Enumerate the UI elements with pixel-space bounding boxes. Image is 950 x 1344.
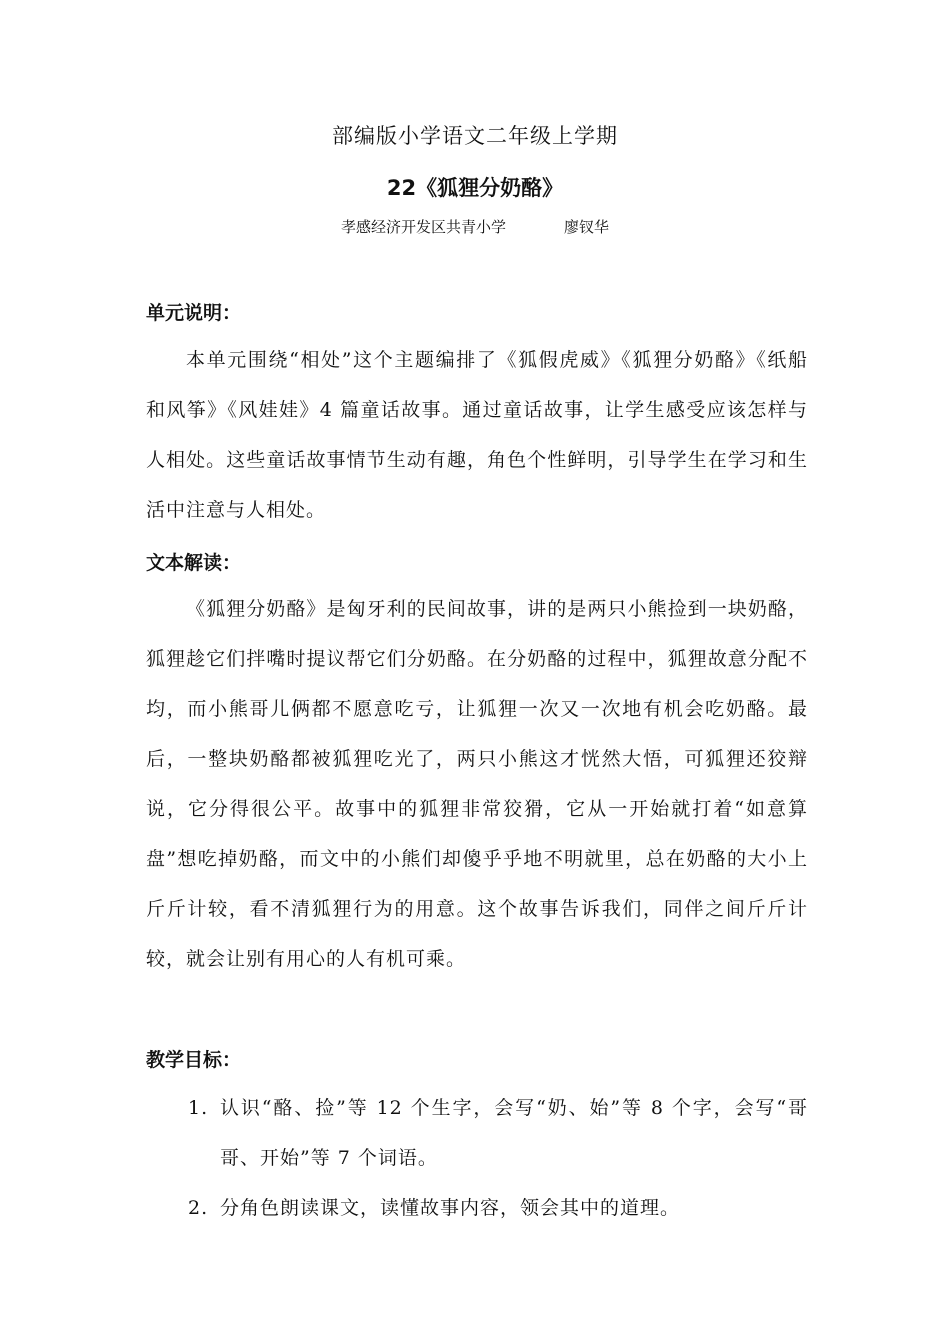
goals-list — [146, 1083, 808, 1233]
author-line — [0, 216, 950, 237]
school-name: 孝感经济开发区共青小学 — [340, 218, 506, 236]
lesson-title: 22《狐狸分奶酪》 — [386, 176, 564, 200]
section-paragraph-unit: 本单元围绕“相处”这个主题编排了《狐假虎威》《狐狸分奶酪》《纸船和风筝》《风娃娃》4 篇童话故事。通过童话故事，让学生感受应该怎样与人相处。这些童话故事情节生动有趣，角色个性鲜明，引导学生在学习和生活中注意与人相处。 — [146, 349, 808, 521]
section-paragraph-text: 《狐狸分奶酪》是匈牙利的民间故事，讲的是两只小熊捡到一块奶酪，狐狸趁它们拌嘴时提议帮它们分奶酪。在分奶酪的过程中，狐狸故意分配不均，而小熊哥儿俩都不愿意吃亏，让狐狸一次又一次地有机会吃奶酪。最后，一整块奶酪都被狐狸吃光了，两只小熊这才恍然大悟，可狐狸还狡辩说，它分得很公平。故事中的狐狸非常狡猾，它从一开始就打着“如意算盘”想吃掉奶酪，而文中的小熊们却傻乎乎地不明就里，总在奶酪的大小上斤斤计较，看不清狐狸行为的用意。这个故事告诉我们，同伴之间斤斤计较，就会让别有用心的人有机可乘。 — [146, 598, 808, 970]
list-item-text: 认识“酪、捡”等 12 个生字，会写“奶、始”等 8 个字，会写“哥哥、开始”等 7 个词语。 — [220, 1097, 808, 1169]
section-heading-unit: 单元说明： — [146, 302, 242, 324]
section-heading-goals: 教学目标： — [146, 1049, 242, 1071]
document-title: 部编版小学语文二年级上学期 — [332, 124, 618, 148]
list-item-number: 1. — [188, 1097, 209, 1119]
author-name: 廖钗华 — [564, 218, 610, 236]
list-item-number: 2. — [188, 1197, 209, 1219]
section-heading-text: 文本解读： — [146, 552, 242, 574]
list-item — [146, 1183, 808, 1233]
list-item-text: 分角色朗读课文，读懂故事内容，领会其中的道理。 — [220, 1197, 681, 1219]
list-item — [146, 1083, 808, 1183]
